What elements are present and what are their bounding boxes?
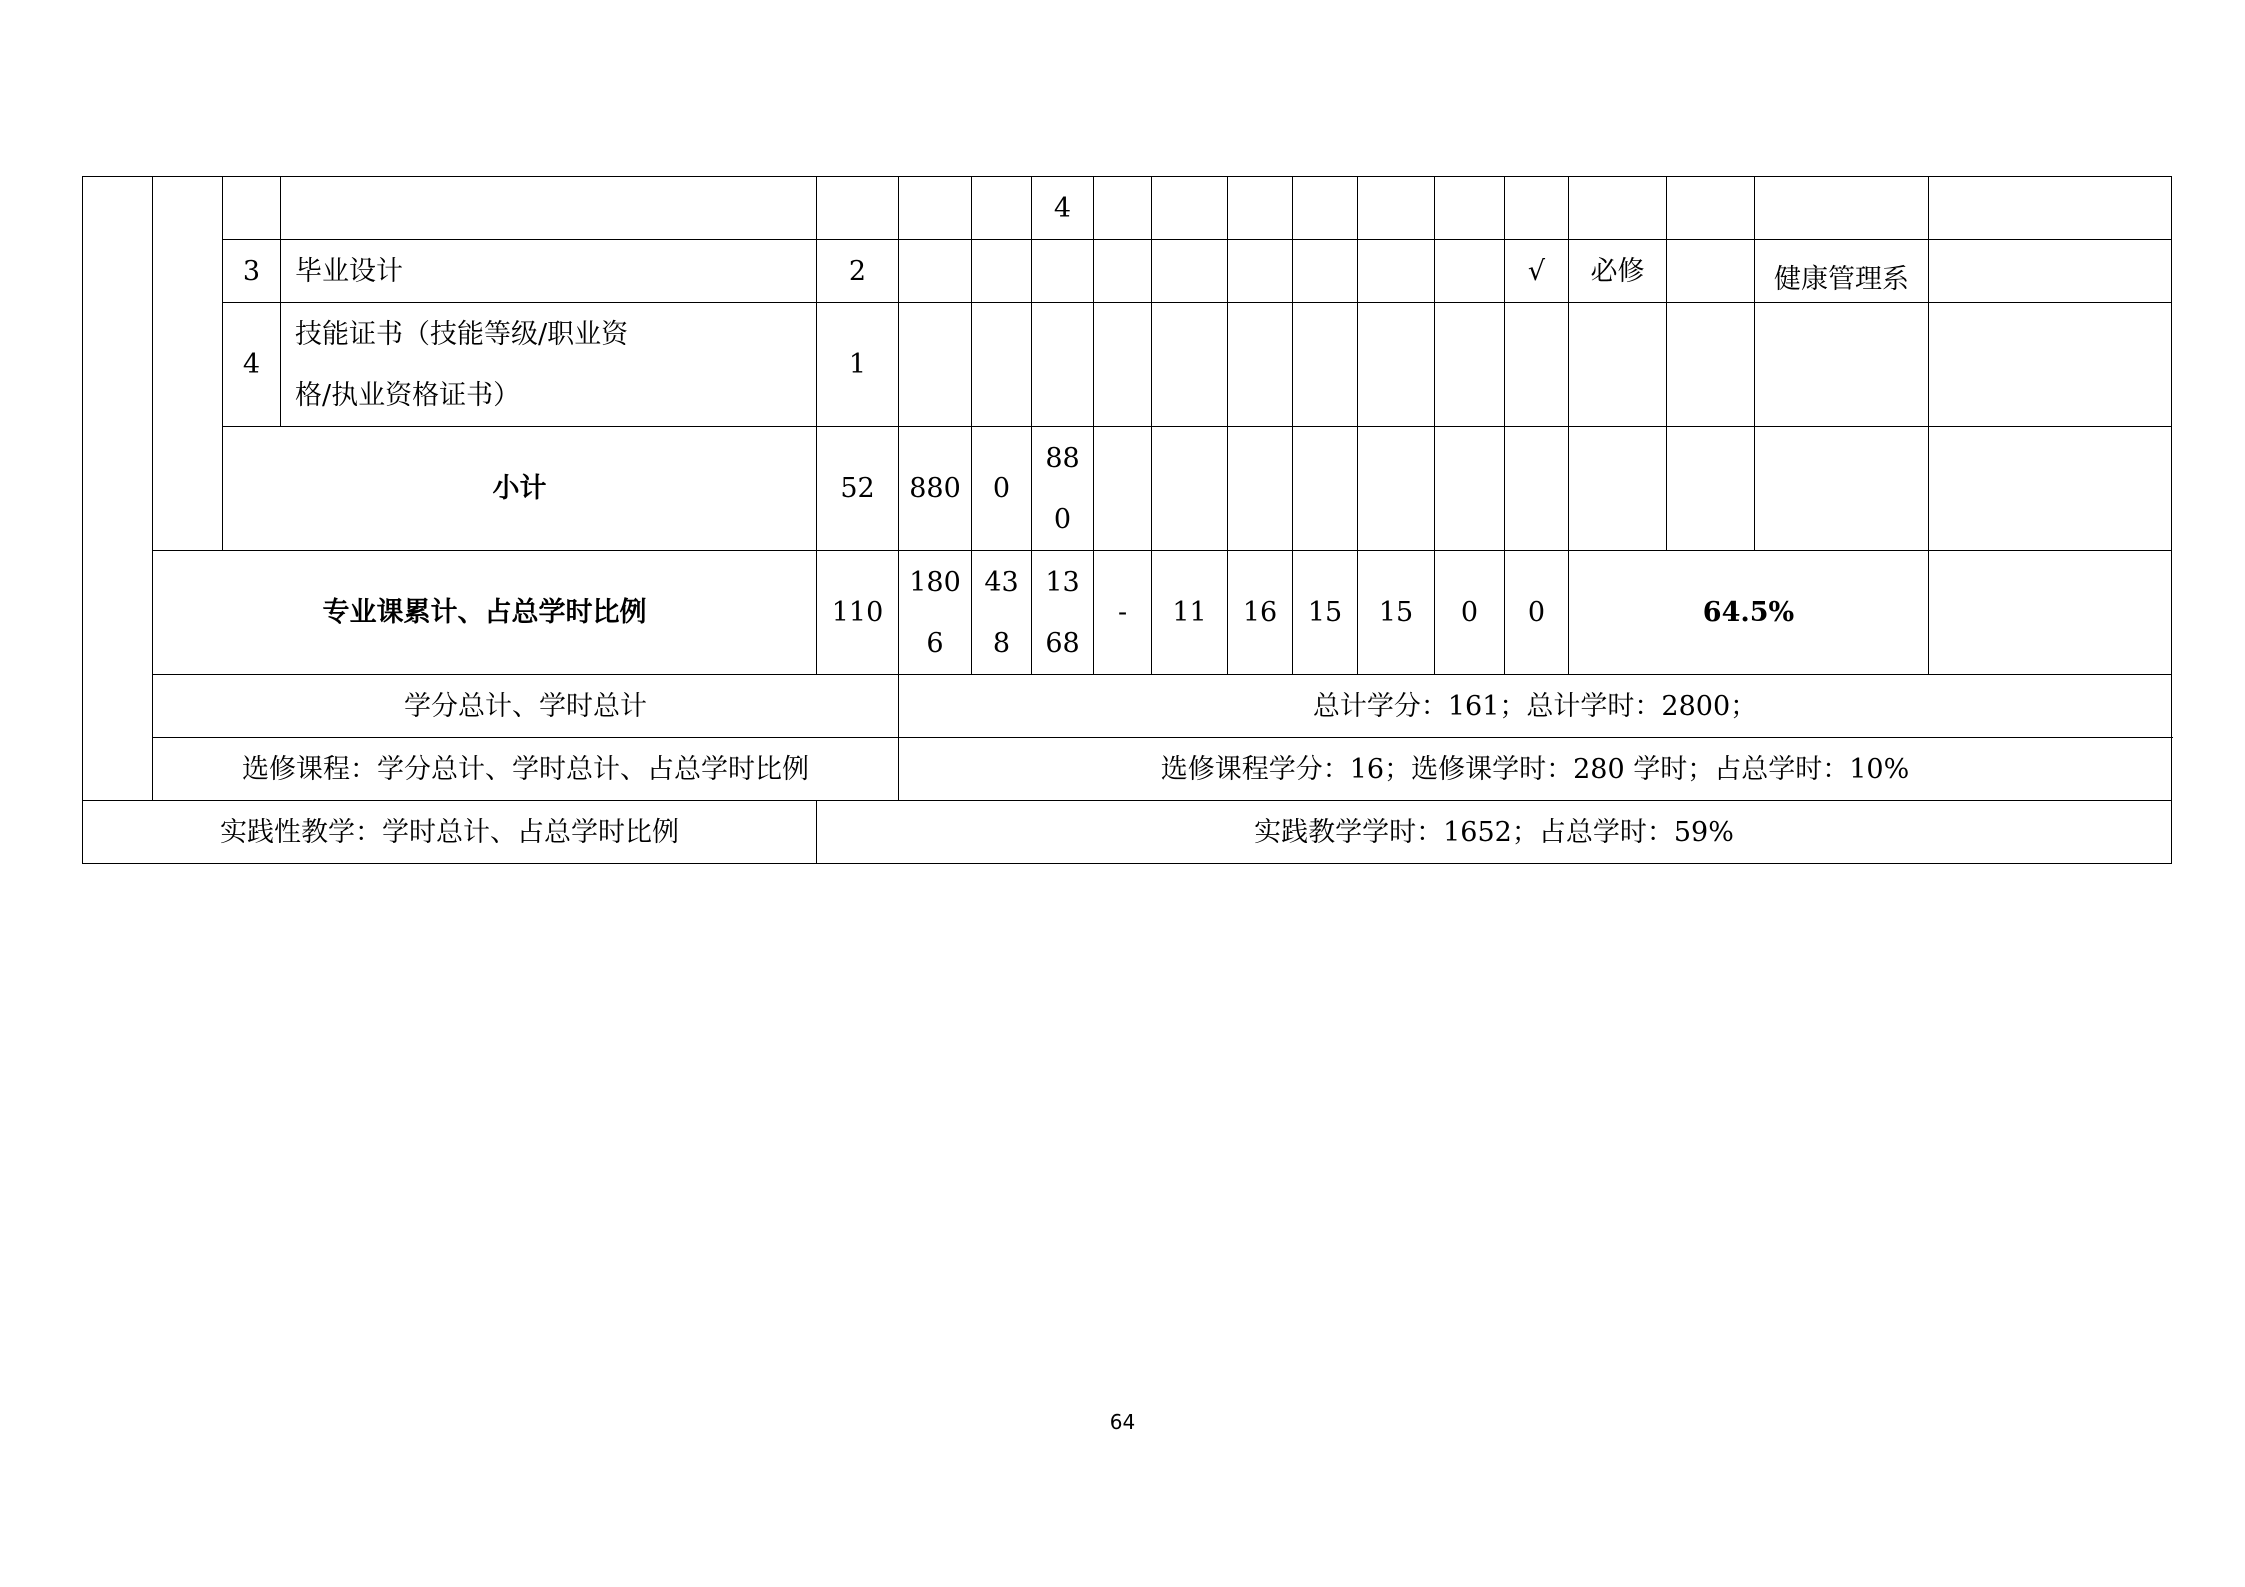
value-line: 43 bbox=[984, 566, 1019, 598]
table-row bbox=[83, 303, 2172, 427]
course-name-line: 技能证书（技能等级/职业资 bbox=[295, 318, 629, 350]
course-name-cell bbox=[281, 303, 817, 427]
hours-cell bbox=[899, 551, 972, 675]
theory-hours-cell bbox=[972, 551, 1032, 675]
theory-hours-cell: 0 bbox=[972, 427, 1032, 551]
credits-cell: 110 bbox=[817, 551, 899, 675]
course-name-line: 格/执业资格证书） bbox=[295, 379, 521, 411]
practice-hours-cell bbox=[1032, 551, 1094, 675]
summary-row bbox=[83, 738, 2172, 801]
hours-cell: 880 bbox=[899, 427, 972, 551]
summary-value: 选修课程学分：16；选修课学时：280 学时；占总学时：10% bbox=[899, 738, 2172, 801]
category-cell bbox=[83, 177, 153, 801]
semester-cell: - bbox=[1094, 551, 1152, 675]
summary-row bbox=[83, 801, 2172, 864]
semester-cell: 15 bbox=[1358, 551, 1435, 675]
subtotal-label: 小计 bbox=[223, 427, 817, 551]
summary-value: 总计学分：161；总计学时：2800； bbox=[899, 675, 2172, 738]
credits-cell: 2 bbox=[817, 240, 899, 303]
credits-cell: 1 bbox=[817, 303, 899, 427]
semester-cell: 0 bbox=[1435, 551, 1505, 675]
practice-hours-cell bbox=[1032, 427, 1094, 551]
subtotal-row bbox=[83, 427, 2172, 551]
course-type-cell: 必修 bbox=[1569, 240, 1667, 303]
value-line: 88 bbox=[1045, 442, 1080, 474]
semester-cell: 15 bbox=[1293, 551, 1358, 675]
summary-value: 实践教学学时：1652；占总学时：59% bbox=[817, 801, 2172, 864]
course-name-cell bbox=[281, 177, 817, 240]
table-row bbox=[83, 177, 2172, 240]
exam-check-cell: √ bbox=[1505, 240, 1569, 303]
credits-cell: 52 bbox=[817, 427, 899, 551]
value-line: 68 bbox=[1045, 627, 1080, 659]
semester-cell: 0 bbox=[1505, 551, 1569, 675]
index-cell bbox=[223, 177, 281, 240]
value-line: 6 bbox=[926, 627, 944, 659]
summary-label: 学分总计、学时总计 bbox=[153, 675, 899, 738]
course-name-cell: 毕业设计 bbox=[281, 240, 817, 303]
table-row bbox=[83, 240, 2172, 303]
value-line: 0 bbox=[1053, 503, 1072, 535]
value-line: 8 bbox=[992, 627, 1011, 659]
major-total-row bbox=[83, 551, 2172, 675]
summary-label: 实践性教学：学时总计、占总学时比例 bbox=[83, 801, 817, 864]
practice-hours-cell: 4 bbox=[1032, 177, 1094, 240]
index-cell: 3 bbox=[223, 240, 281, 303]
major-total-label: 专业课累计、占总学时比例 bbox=[153, 551, 817, 675]
semester-cell: 11 bbox=[1152, 551, 1228, 675]
ratio-cell: 64.5% bbox=[1569, 551, 1929, 675]
page-number: 64 bbox=[1109, 1410, 1136, 1434]
department-label: 健康管理系 bbox=[1774, 263, 1909, 295]
course-plan-table bbox=[82, 176, 2172, 864]
semester-cell: 16 bbox=[1228, 551, 1293, 675]
value-line: 13 bbox=[1045, 566, 1080, 598]
index-cell: 4 bbox=[223, 303, 281, 427]
summary-row bbox=[83, 675, 2172, 738]
department-cell bbox=[1755, 240, 1929, 303]
summary-label: 选修课程：学分总计、学时总计、占总学时比例 bbox=[153, 738, 899, 801]
value-line: 180 bbox=[909, 566, 961, 598]
subcategory-cell bbox=[153, 177, 223, 551]
